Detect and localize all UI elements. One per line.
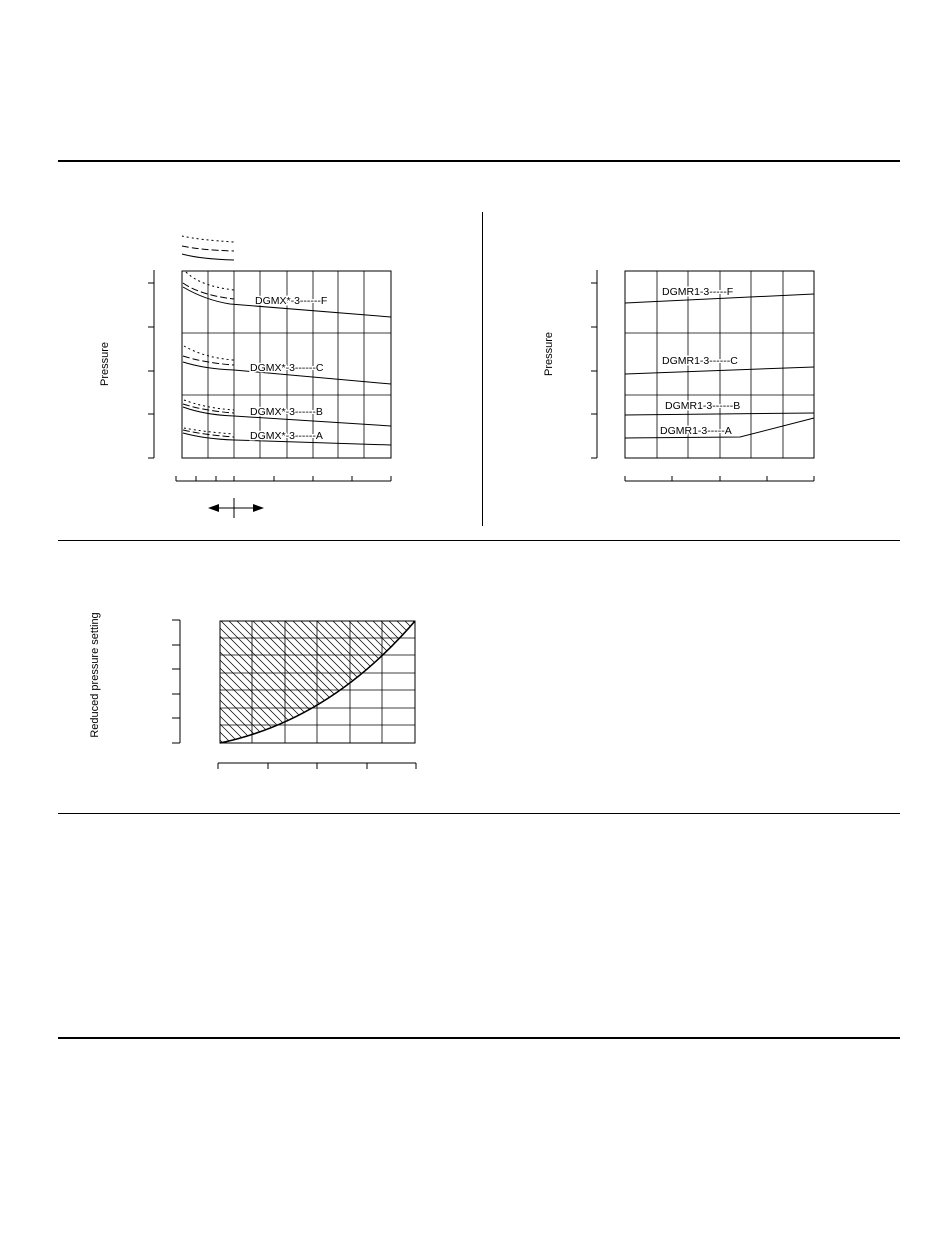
- x-ticks: [218, 763, 416, 769]
- series-F-dotted: [186, 272, 234, 290]
- series-C-line: [625, 367, 814, 374]
- legend-dotted-line: [182, 236, 234, 242]
- series-B-line: [625, 413, 814, 415]
- legend-solid-line: [182, 254, 234, 260]
- y-ticks: [172, 620, 180, 743]
- x-ticks: [625, 476, 814, 481]
- series-label-F: DGMR1-3-----F: [662, 286, 734, 298]
- x-ticks: [176, 476, 391, 481]
- series-label-F: DGMX*-3------F: [255, 295, 328, 307]
- series-A-dashed: [183, 430, 234, 437]
- legend-dashed-line: [182, 246, 234, 251]
- series-label-C: DGMX*-3------C: [250, 362, 324, 374]
- series-label-B: DGMR1-3------B: [665, 400, 741, 412]
- y-axis-label: Pressure: [543, 331, 555, 377]
- series-label-A: DGMR1-3-----A: [660, 425, 732, 437]
- series-A-dotted: [184, 428, 234, 434]
- y-axis-label: Reduced pressure setting: [89, 612, 101, 738]
- double-arrow-icon: [208, 498, 264, 518]
- series-C-dashed: [183, 356, 234, 365]
- y-axis-label: Pressure: [99, 341, 111, 387]
- dgmx-chart: [99, 236, 391, 518]
- series-label-C: DGMR1-3------C: [662, 355, 738, 367]
- dgmr-chart: [543, 270, 814, 481]
- reduced-pressure-chart: [89, 612, 416, 769]
- series-label-B: DGMX*-3------B: [250, 406, 323, 418]
- series-B-dashed: [183, 404, 234, 413]
- series-B-dotted: [184, 400, 234, 410]
- series-label-A: DGMX*-3------A: [250, 430, 323, 442]
- series-C-dotted: [184, 346, 234, 360]
